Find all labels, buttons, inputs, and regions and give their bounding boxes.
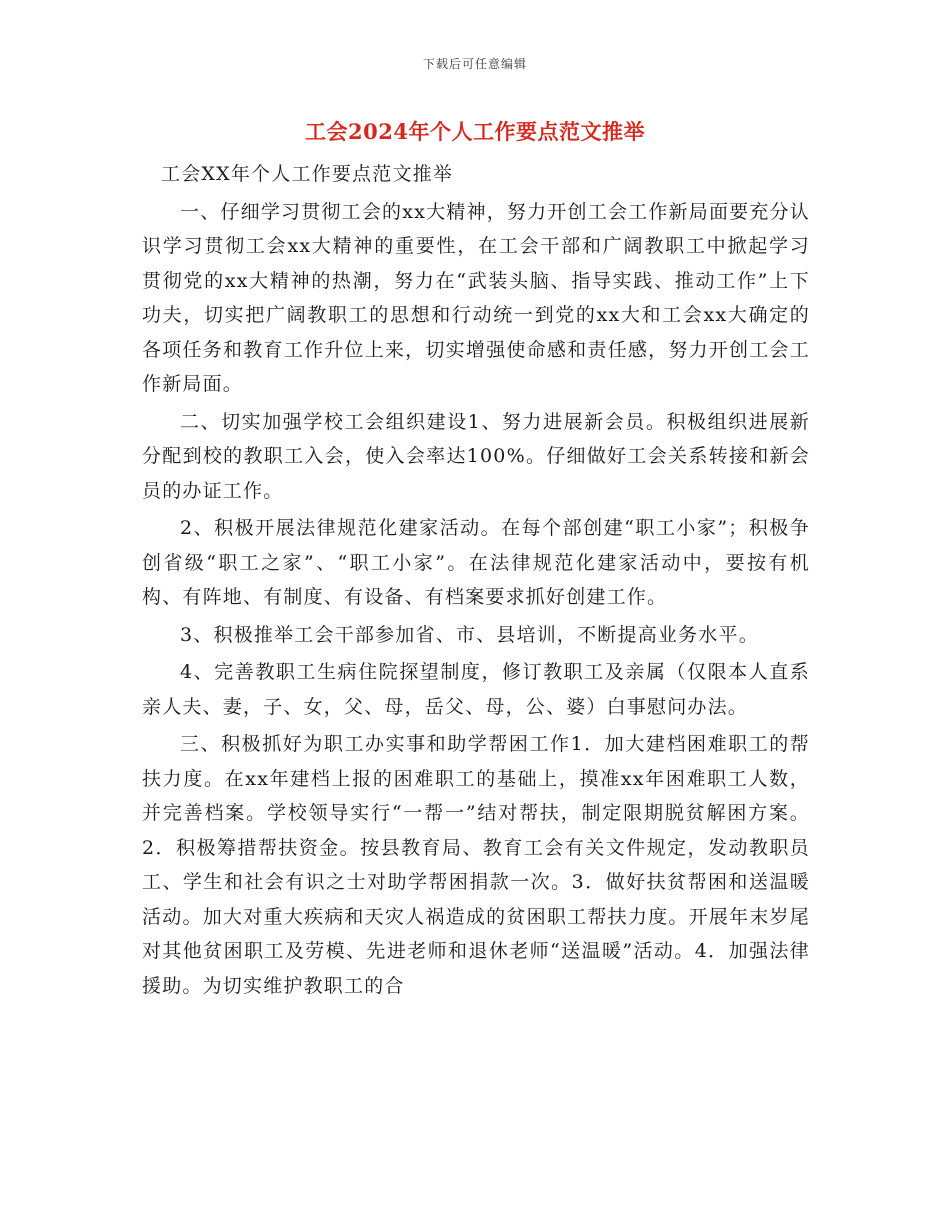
paragraph-section-3: 三、积极抓好为职工办实事和助学帮困工作1．加大建档困难职工的帮扶力度。在xx年建档上报的困难职工的基础上，摸准xx年困难职工人数，并完善档案。学校领导实行“一帮一”结对帮扶，制定限期脱贫解困方案。2．积极筹措帮扶资金。按县教育局、教育工会有关文件规定，发动教职员工、学生和社会有识之士对助学帮困捐款一次。3．做好扶贫帮困和送温暖活动。加大对重大疾病和天灾人祸造成的贫困职工帮扶力度。开展年末岁尾对其他贫困职工及劳模、先进老师和退休老师“送温暖”活动。4．加强法律援助。为切实维护教职工的合 xyxy=(142,733,810,997)
paragraph-item-3: 3、积极推举工会干部参加省、市、县培训，不断提高业务水平。 xyxy=(180,623,759,646)
paragraph-item-4: 4、完善教职工生病住院探望制度，修订教职工及亲属（仅限本人直系亲人夫、妻，子、女，父、母，岳父、母，公、婆）白事慰问办法。 xyxy=(142,661,810,718)
document-subtitle: 工会XX年个人工作要点范文推举 xyxy=(161,163,454,185)
document-title: 工会2024年个人工作要点范文推举 xyxy=(305,119,645,144)
paragraph-section-2: 二、切实加强学校工会组织建设1、努力进展新会员。积极组织进展新分配到校的教职工入会，使入会率达100%。仔细做好工会关系转接和新会员的办证工作。 xyxy=(142,410,810,502)
paragraph-section-1: 一、仔细学习贯彻工会的xx大精神，努力开创工会工作新局面要充分认识学习贯彻工会xx大精神的重要性，在工会干部和广阔教职工中掀起学习贯彻党的xx大精神的热潮，努力在“武装头脑、指导实践、推动工作”上下功夫，切实把广阔教职工的思想和行动统一到党的xx大和工会xx大确定的各项任务和教育工作升位上来，切实增强使命感和责任感，努力开创工会工作新局面。 xyxy=(142,200,810,395)
document-body xyxy=(142,157,810,1006)
paragraph-item-2: 2、积极开展法律规范化建家活动。在每个部创建“职工小家”；积极争创省级“职工之家”、“职工小家”。在法律规范化建家活动中，要按有机构、有阵地、有制度、有设备、有档案要求抓好创建工作。 xyxy=(142,517,810,608)
header-note: 下载后可任意编辑 xyxy=(422,57,527,71)
